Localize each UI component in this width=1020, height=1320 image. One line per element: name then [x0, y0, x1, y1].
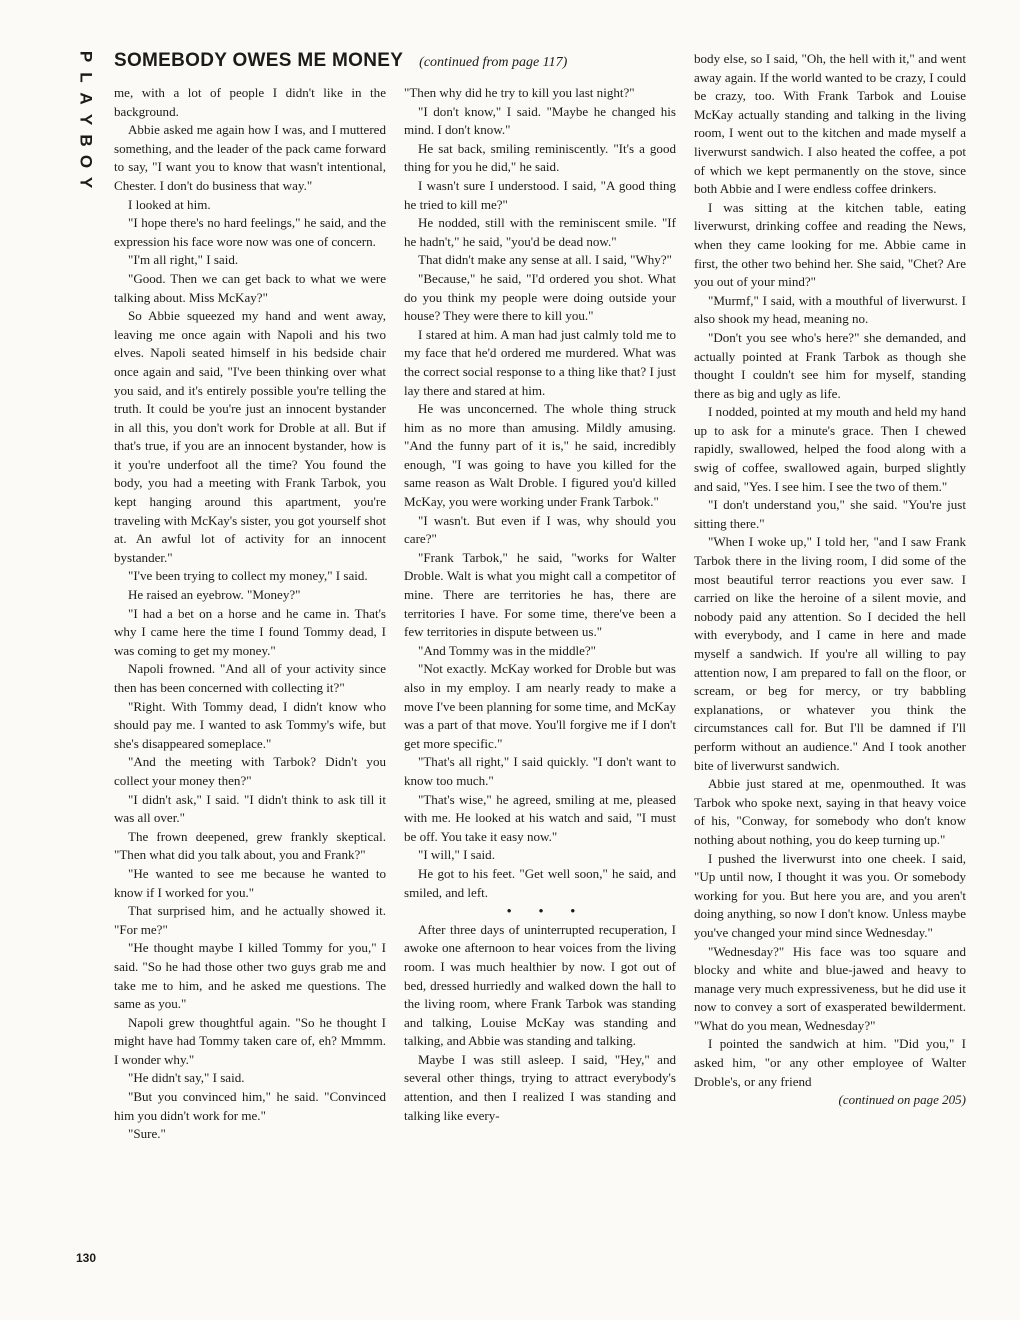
paragraph: I wasn't sure I understood. I said, "A good thing he tried to kill me?" — [404, 177, 676, 212]
paragraph: Napoli frowned. "And all of your activity since then has been concerned with collecting it?" — [114, 661, 386, 695]
paragraph: He raised an eyebrow. "Money?" — [128, 587, 301, 603]
page-number: 130 — [76, 1251, 97, 1265]
section-break: • • • — [506, 903, 588, 919]
continued-on: (continued on page 205) — [838, 1092, 966, 1108]
paragraph: "When I woke up," I told her, "and I saw Frank Tarbok there in the living room, I did some of the most beautiful terror reactions you ever saw. I carried on like the heroine of a silent movie, and nobody paid any attention. So I decided the hell with everybody, and I came in here and made myself a sandwich. If you're all willing to pay attention now, I am prepared to fall on the floor, or scream, or beg for mercy, or try babbling explanations, or whatever you think the circumstances call for. But I'll be damned if I'll perform without an audience." And I took another bite of liverwurst sandwich. — [694, 534, 966, 773]
paragraph: I pointed the sandwich at him. "Did you," I asked him, "or any other employee of Walter Droble's, or any friend — [694, 1036, 966, 1089]
paragraph: "Don't you see who's here?" she demanded, and actually pointed at Frank Tarbok as though she thought I couldn't see him for myself, standing there as big and ugly as life. — [694, 329, 966, 401]
magazine-name: P L A Y B O Y — [76, 50, 96, 189]
paragraph: "I don't understand you," she said. "You're just sitting there." — [694, 497, 966, 531]
paragraph: "He thought maybe I killed Tommy for you," I said. "So he had those other two guys grab me and take me to him, and he asked me questions. The same as you." — [114, 940, 386, 1012]
magazine-name-vertical — [76, 46, 96, 193]
paragraph: "I will," I said. — [418, 847, 495, 863]
paragraph: "Not exactly. McKay worked for Droble but was also in my employ. I am nearly ready to make a move I've been planning for some time, and McKay was a part of that move. You'll forgive me if I don't get more specific." — [404, 661, 676, 751]
paragraph: I nodded, pointed at my mouth and held my hand up to ask for a minute's grace. Then I chewed rapidly, swallowed, helped the food along with a swig of coffee, swallowed again, burped slightly and said, "Yes. I see him. I see the two of them." — [694, 404, 966, 494]
paragraph: "Right. With Tommy dead, I didn't know who should pay me. I wanted to ask Tommy's wife, but she's disappeared someplace." — [114, 698, 386, 751]
paragraph: "I don't know," I said. "Maybe he changed his mind. I don't know." — [404, 103, 676, 138]
paragraph: "I didn't ask," I said. "I didn't think to ask till it was all over." — [114, 791, 386, 826]
paragraph: He got to his feet. "Get well soon," he said, and smiled, and left. — [404, 865, 676, 900]
paragraph: "Sure." — [128, 1126, 166, 1142]
paragraph: That didn't make any sense at all. I said, "Why?" — [418, 252, 672, 268]
paragraph: "I had a bet on a horse and he came in. That's why I came here the time I found Tommy dead, I was coming to get my money." — [114, 605, 386, 658]
paragraph: "I wasn't. But even if I was, why should you care?" — [404, 512, 676, 547]
paragraph: I pushed the liverwurst into one cheek. I said, "Up until now, I thought it was you. Or somebody working for you. But here you are, and you aren't doing anything, so now I don't know. Unless maybe you've changed your mind since Wednesday." — [694, 850, 966, 940]
paragraph: "He didn't say," I said. — [128, 1070, 245, 1086]
continued-from: (continued from page 117) — [419, 55, 568, 70]
paragraph: Abbie asked me again how I was, and I muttered something, and the leader of the pack came forward to say, "I want you to know that wasn't intentional, Chester. I don't do business that way." — [114, 122, 386, 193]
paragraph: "I'm all right," I said. — [128, 252, 239, 268]
paragraph: "That's wise," he agreed, smiling at me, pleased with me. He looked at his watch and said, "I must be off. You take it easy now." — [404, 791, 676, 844]
paragraph: The frown deepened, grew frankly skeptical. "Then what did you talk about, you and Frank?" — [114, 828, 386, 863]
paragraph: Napoli grew thoughtful again. "So he thought I might have had Tommy taken care of, eh? Mmmm. I wonder why." — [114, 1014, 386, 1067]
paragraph: "Good. Then we can get back to what we were talking about. Miss McKay?" — [114, 270, 386, 305]
paragraph: "Then why did he try to kill you last night?" — [404, 85, 635, 100]
paragraph: "But you convinced him," he said. "Convinced him you didn't work for me." — [114, 1089, 386, 1123]
column-2-top-paragraphs — [404, 84, 676, 902]
column-3-paragraphs — [694, 50, 966, 1091]
paragraph: After three days of uninterrupted recuperation, I awoke one afternoon to hear voices from the living room. I was much healthier by now. I got out of bed, dressed hurriedly and walked down the hall to the living room, where Frank Tarbok was standing and talking, Louise McKay was standing and talking, and Abbie was standing and talking. — [404, 921, 676, 1049]
paragraph: He was unconcerned. The whole thing struck him as no more than amusing. Mildly amusing. "And the funny part of it is," he said, incredibly enough, "I was going to have you killed for the same reason as Walt Droble. I figured you'd killed McKay, you were working under Frank Tarbok." — [404, 401, 676, 510]
paragraph: "Frank Tarbok," he said, "works for Walter Droble. Walt is what you might call a competitor of mine. There are territories he has, there are territories I have. For some time, there've been a few territories in dispute between us." — [404, 549, 676, 640]
paragraph: I was sitting at the kitchen table, eating liverwurst, drinking coffee and reading the News, when they came looking for me. Abbie came in first, the other two behind her. She said, "Chet? Are you out of your mind?" — [694, 199, 966, 290]
paragraph: "I've been trying to collect my money," I said. — [128, 568, 368, 584]
paragraph: "He wanted to see me because he wanted to know if I worked for you." — [114, 865, 386, 900]
paragraph: "Because," he said, "I'd ordered you shot. What do you think my people were doing outside your house? They were there to kill you." — [404, 270, 676, 324]
paragraph: So Abbie squeezed my hand and went away, leaving me once again with Napoli and his two elves. Napoli seated himself in his bedside chair once again and said, "I've been thinking over what you said, and it's entirely possible you're telling the truth. It could be you're just an innocent bystander in all this, you don't work for Droble at all. But if that's true, if you are an innocent bystander, how is it you're underfoot all the time? You found the body, you had a meeting with Frank Tarbok, you kept hanging around this apartment, you're traveling with McKay's sister, you got yourself shot at. An awful lot of activity for an innocent bystander." — [114, 308, 386, 565]
paragraph: That surprised him, and he actually showed it. "For me?" — [114, 903, 386, 937]
paragraph: me, with a lot of people I didn't like in the background. — [114, 85, 386, 119]
paragraph: "And the meeting with Tarbok? Didn't you collect your money then?" — [114, 754, 386, 788]
column-2-bottom-paragraphs — [404, 921, 676, 1126]
paragraph: He sat back, smiling reminiscently. "It's a good thing for you he did," he said. — [404, 140, 676, 175]
text-column-3 — [694, 50, 966, 1110]
paragraph: "Wednesday?" His face was too square and blocky and white and blue-jawed and heavy to manage very much expressiveness, but he did use it now to convey a sort of exasperated bewilderment. "What do you mean, Wednesday?" — [694, 943, 966, 1033]
article-title: SOMEBODY OWES ME MONEY — [114, 50, 404, 71]
paragraph: He nodded, still with the reminiscent smile. "If he hadn't," he said, "you'd be dead now." — [404, 215, 676, 249]
paragraph: "I hope there's no hard feelings," he said, and the expression his face wore now was one of concern. — [114, 215, 386, 249]
paragraph: Maybe I was still asleep. I said, "Hey," and several other things, trying to attract everybody's attention, and then I realized I was standing and talking like every- — [404, 1051, 676, 1123]
text-column-2 — [404, 84, 676, 1125]
paragraph: "Murmf," I said, with a mouthful of liverwurst. I also shook my head, meaning no. — [694, 292, 966, 327]
text-column-1 — [114, 84, 386, 1144]
paragraph: body else, so I said, "Oh, the hell with it," and went away again. If the world wanted to be crazy, I could be crazy, too. With Frank Tarbok and Louise McKay actually standing and talking in the living room, I went out to the kitchen and made myself a liverwurst sandwich. I also heated the coffee, a pot of which we kept permanently on the stove, since both Abbie and I were endless coffee drinkers. — [694, 51, 966, 197]
paragraph: I stared at him. A man had just calmly told me to my face that he'd ordered me murdered. What was the correct social response to a thing like that? I just lay there and stared at him. — [404, 326, 676, 398]
paragraph: "That's all right," I said quickly. "I don't want to know too much." — [404, 754, 676, 788]
paragraph: I looked at him. — [128, 196, 211, 212]
paragraph: Abbie just stared at me, openmouthed. It was Tarbok who spoke next, saying in that heavy voice of his, "Conway, for somebody who don't know nothing about nothing, you do keep turning up." — [694, 776, 966, 847]
paragraph: "And Tommy was in the middle?" — [418, 642, 596, 658]
article-header — [114, 50, 674, 72]
